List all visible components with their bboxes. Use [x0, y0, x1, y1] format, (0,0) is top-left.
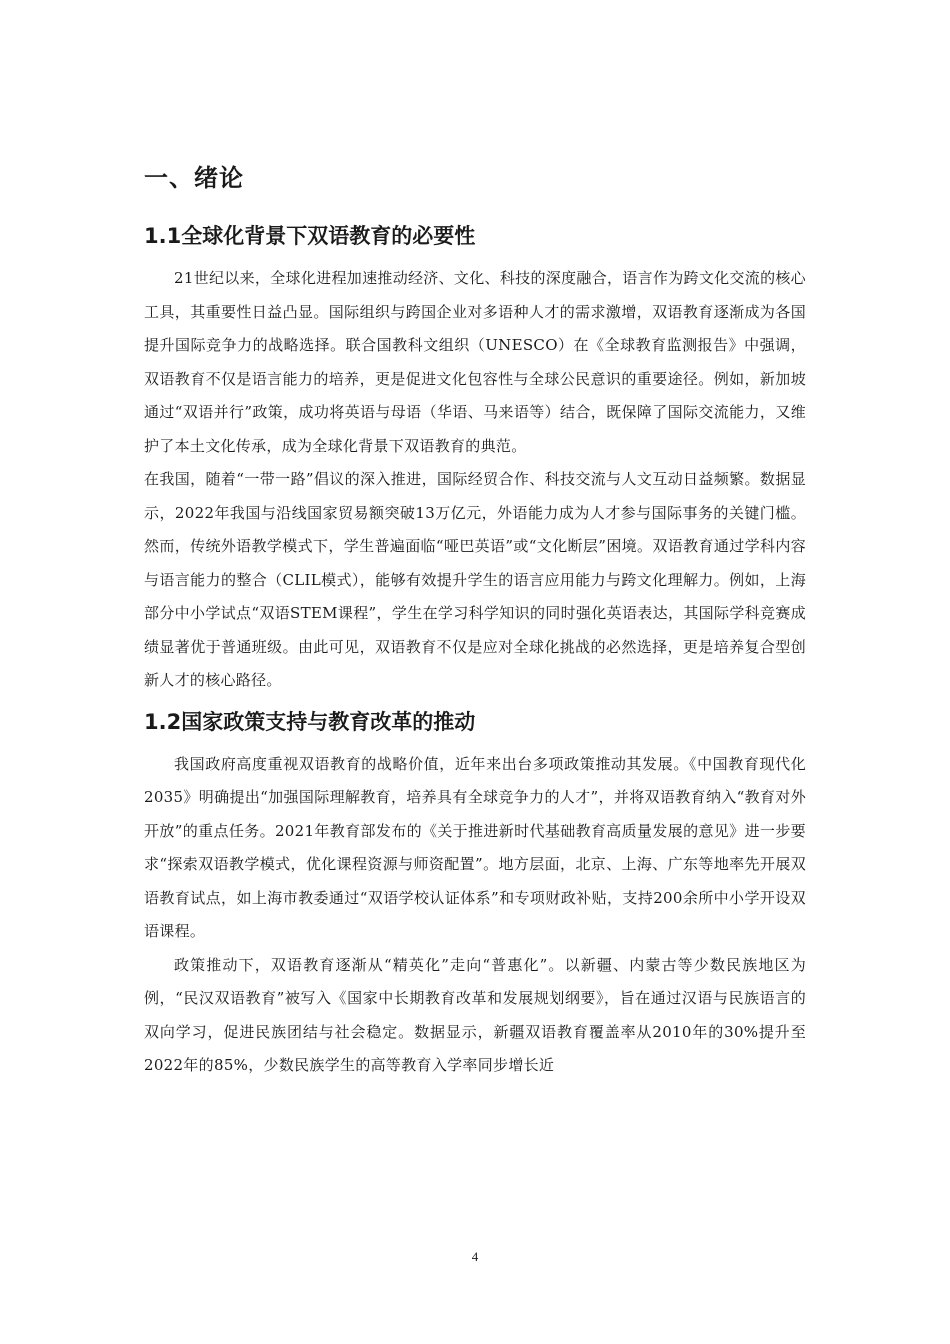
- section-heading-1-1: 1.1全球化背景下双语教育的必要性: [144, 224, 476, 248]
- paragraph: 21世纪以来，全球化进程加速推动经济、文化、科技的深度融合，语言作为跨文化交流的核心工具，其重要性日益凸显。国际组织与跨国企业对多语种人才的需求激增，双语教育逐渐成为各国提升国际竞争力的战略选择。联合国教科文组织（UNESCO）在《全球教育监测报告》中强调，双语教育不仅是语言能力的培养，更是促进文化包容性与全球公民意识的重要途径。例如，新加坡通过“双语并行”政策，成功将英语与母语（华语、马来语等）结合，既保障了国际交流能力，又维护了本土文化传承，成为全球化背景下双语教育的典范。: [144, 269, 806, 455]
- chapter-title: 一、绪论: [144, 164, 244, 192]
- paragraph: 我国政府高度重视双语教育的战略价值，近年来出台多项政策推动其发展。《中国教育现代化2035》明确提出“加强国际理解教育，培养具有全球竞争力的人才”，并将双语教育纳入“教育对外开放”的重点任务。2021年教育部发布的《关于推进新时代基础教育高质量发展的意见》进一步要求“探索双语教学模式，优化课程资源与师资配置”。地方层面，北京、上海、广东等地率先开展双语教育试点，如上海市教委通过“双语学校认证体系”和专项财政补贴，支持200余所中小学开设双语课程。: [144, 754, 806, 940]
- paragraph: 政策推动下，双语教育逐渐从“精英化”走向“普惠化”。以新疆、内蒙古等少数民族地区为例，“民汉双语教育”被写入《国家中长期教育改革和发展规划纲要》，旨在通过汉语与民族语言的双向学习，促进民族团结与社会稳定。数据显示，新疆双语教育覆盖率从2010年的30%提升至2022年的85%，少数民族学生的高等教育入学率同步增长近: [144, 955, 806, 1074]
- page-content: [144, 158, 806, 1083]
- paragraph: 在我国，随着“一带一路”倡议的深入推进，国际经贸合作、科技交流与人文互动日益频繁。数据显示，2022年我国与沿线国家贸易额突破13万亿元，外语能力成为人才参与国际事务的关键门槛。然而，传统外语教学模式下，学生普遍面临“哑巴英语”或“文化断层”困境。双语教育通过学科内容与语言能力的整合（CLIL模式），能够有效提升学生的语言应用能力与跨文化理解力。例如，上海部分中小学试点“双语STEM课程”，学生在学习科学知识的同时强化英语表达，其国际学科竞赛成绩显著优于普通班级。由此可见，双语教育不仅是应对全球化挑战的必然选择，更是培养复合型创新人才的核心路径。: [144, 470, 806, 689]
- section-heading-1-2: 1.2国家政策支持与教育改革的推动: [144, 709, 476, 734]
- page-number: 4: [471, 1249, 479, 1264]
